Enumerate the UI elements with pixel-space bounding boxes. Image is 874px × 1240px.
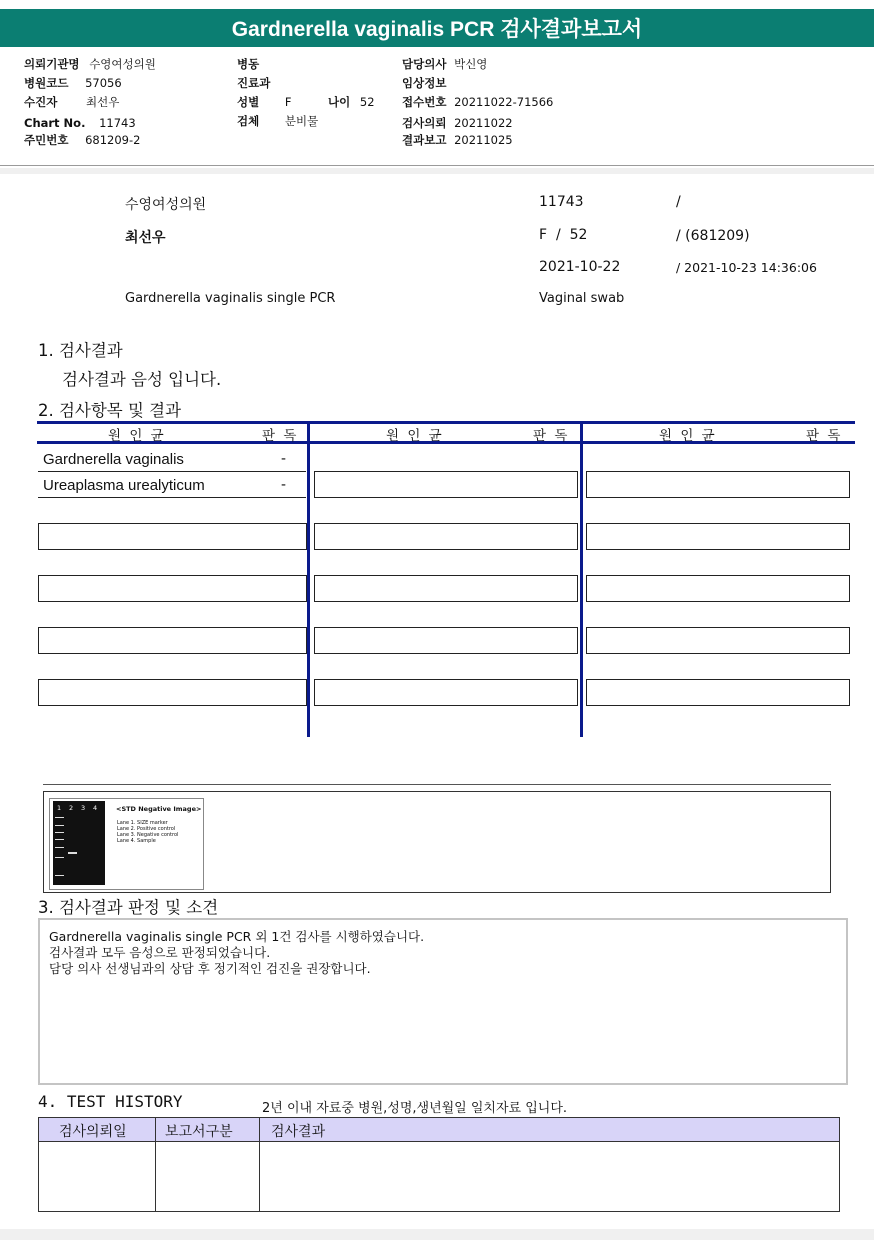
receipt-row bbox=[402, 95, 553, 109]
history-divider-1 bbox=[155, 1118, 156, 1211]
lane-1-label: 1 bbox=[57, 804, 62, 812]
marker-band bbox=[55, 832, 64, 833]
history-note: 2년 이내 자료중 병원,성명,생년월일 일치자료 입니다. bbox=[262, 1101, 568, 1116]
pi-chart: 11743 bbox=[539, 194, 584, 210]
empty-cell bbox=[38, 679, 307, 706]
lane-4-label: 4 bbox=[93, 804, 98, 812]
header-shadow bbox=[0, 168, 874, 174]
age-row bbox=[328, 95, 375, 109]
page-footer-strip bbox=[0, 1229, 874, 1240]
ward-row bbox=[237, 57, 259, 71]
empty-cell bbox=[586, 575, 850, 602]
marker-band bbox=[55, 857, 64, 858]
pi-slash: / bbox=[676, 194, 681, 210]
patient-label: 수진자 bbox=[24, 95, 58, 109]
doctor-value: 박신영 bbox=[454, 57, 488, 71]
row2-rule bbox=[38, 497, 306, 498]
history-table bbox=[38, 1117, 840, 1212]
findings-box bbox=[38, 918, 848, 1085]
dept-row bbox=[237, 76, 270, 90]
sex-row bbox=[237, 95, 292, 109]
col-judgement-2: 판 독 bbox=[533, 428, 570, 444]
gel-legend-title: <STD Negative Image> bbox=[116, 805, 202, 813]
row2-result: - bbox=[281, 476, 286, 493]
receipt-label: 접수번호 bbox=[402, 95, 447, 109]
patient-row bbox=[24, 95, 119, 109]
history-col-result: 검사결과 bbox=[271, 1124, 326, 1140]
col-organism-2: 원 인 균 bbox=[386, 428, 444, 444]
institution-label: 의뢰기관명 bbox=[24, 57, 80, 71]
report-title: Gardnerella vaginalis PCR 검사결과보고서 bbox=[0, 9, 874, 47]
report-label: 결과보고 bbox=[402, 133, 447, 147]
marker-band bbox=[55, 847, 64, 848]
lane-2-label: 2 bbox=[69, 804, 74, 812]
gel-panel bbox=[49, 798, 204, 890]
table-divider-1 bbox=[307, 421, 310, 737]
history-col-type: 보고서구분 bbox=[165, 1124, 233, 1140]
col-organism-1: 원 인 균 bbox=[108, 428, 166, 444]
finding-line-3: 담당 의사 선생님과의 상담 후 정기적인 검진을 권장합니다. bbox=[49, 961, 371, 976]
table-divider-2 bbox=[580, 421, 583, 737]
marker-band bbox=[55, 839, 64, 840]
col-organism-3: 원 인 균 bbox=[659, 428, 717, 444]
positive-band bbox=[68, 852, 77, 854]
hospital-code-row bbox=[24, 76, 122, 90]
specimen-row bbox=[237, 114, 318, 128]
section2-heading: 2. 검사항목 및 결과 bbox=[38, 401, 182, 420]
empty-cell bbox=[314, 471, 578, 498]
pi-birth: / (681209) bbox=[676, 228, 750, 244]
finding-line-1: Gardnerella vaginalis single PCR 외 1건 검사를 시행하였습니다. bbox=[49, 929, 425, 944]
ward-label: 병동 bbox=[237, 57, 260, 71]
empty-cell bbox=[586, 471, 850, 498]
empty-cell bbox=[38, 523, 307, 550]
header-divider bbox=[0, 165, 874, 166]
age-value: 52 bbox=[359, 95, 375, 109]
pi-specimen: Vaginal swab bbox=[539, 291, 625, 306]
pi-test-name: Gardnerella vaginalis single PCR bbox=[125, 291, 336, 306]
col-judgement-3: 판 독 bbox=[806, 428, 843, 444]
pi-institution: 수영여성의원 bbox=[125, 197, 207, 213]
gel-legend bbox=[117, 820, 178, 844]
age-label: 나이 bbox=[328, 95, 351, 109]
institution-value: 수영여성의원 bbox=[89, 57, 156, 71]
row1-rule bbox=[38, 471, 306, 472]
sex-label: 성별 bbox=[237, 95, 260, 109]
legend-lane-3: Lane 3. Negative control bbox=[117, 832, 179, 838]
finding-line-2: 검사결과 모두 음성으로 판정되었습니다. bbox=[49, 945, 271, 960]
dept-label: 진료과 bbox=[237, 76, 271, 90]
request-value: 20211022 bbox=[454, 116, 513, 130]
institution-row bbox=[24, 57, 156, 71]
chart-row bbox=[24, 116, 136, 130]
col-judgement-1: 판 독 bbox=[262, 428, 299, 444]
empty-cell bbox=[38, 627, 307, 654]
empty-cell bbox=[586, 627, 850, 654]
doctor-row bbox=[402, 57, 487, 71]
hospital-code-value: 57056 bbox=[85, 76, 122, 90]
row1-result: - bbox=[281, 450, 286, 467]
empty-cell bbox=[314, 575, 578, 602]
doctor-label: 담당의사 bbox=[402, 57, 447, 71]
chart-label: Chart No. bbox=[24, 116, 86, 130]
report-value: 20211025 bbox=[454, 133, 513, 147]
hospital-code-label: 병원코드 bbox=[24, 76, 69, 90]
empty-cell bbox=[314, 627, 578, 654]
section3-heading: 3. 검사결과 판정 및 소견 bbox=[38, 898, 219, 917]
empty-cell bbox=[314, 679, 578, 706]
section4-heading: 4. TEST HISTORY bbox=[38, 1092, 183, 1111]
empty-cell bbox=[38, 575, 307, 602]
marker-band bbox=[55, 825, 64, 826]
pi-name: 최선우 bbox=[125, 230, 166, 246]
pi-report-datetime: / 2021-10-23 14:36:06 bbox=[676, 260, 817, 275]
marker-band bbox=[55, 817, 64, 818]
history-header bbox=[39, 1118, 839, 1142]
request-row bbox=[402, 116, 513, 130]
pi-request-date: 2021-10-22 bbox=[539, 259, 621, 275]
marker-band bbox=[55, 875, 64, 876]
legend-lane-4: Lane 4. Sample bbox=[117, 838, 156, 844]
resident-value: 681209-2 bbox=[85, 133, 141, 147]
empty-cell bbox=[586, 679, 850, 706]
legend-lane-1: Lane 1. SIZE marker bbox=[117, 820, 168, 826]
patient-value: 최선우 bbox=[85, 95, 120, 109]
findings-text bbox=[49, 929, 424, 977]
empty-cell bbox=[314, 523, 578, 550]
request-label: 검사의뢰 bbox=[402, 116, 447, 130]
chart-value: 11743 bbox=[99, 116, 136, 130]
clinical-row bbox=[402, 76, 446, 90]
history-col-request: 검사의뢰일 bbox=[59, 1124, 127, 1140]
specimen-value: 분비물 bbox=[284, 114, 319, 128]
specimen-label: 검체 bbox=[237, 114, 260, 128]
receipt-value: 20211022-71566 bbox=[454, 95, 554, 109]
resident-label: 주민번호 bbox=[24, 133, 69, 147]
row2-organism: Ureaplasma urealyticum bbox=[43, 477, 205, 494]
clinical-label: 임상정보 bbox=[402, 76, 447, 90]
pi-sex-age: F / 52 bbox=[539, 227, 588, 243]
sex-value: F bbox=[284, 95, 292, 109]
legend-lane-2: Lane 2. Positive control bbox=[117, 826, 176, 832]
history-divider-2 bbox=[259, 1118, 260, 1211]
section1-text: 검사결과 음성 입니다. bbox=[62, 370, 222, 389]
row1-organism: Gardnerella vaginalis bbox=[43, 451, 184, 468]
report-row bbox=[402, 133, 513, 147]
section1-heading: 1. 검사결과 bbox=[38, 341, 123, 360]
lane-3-label: 3 bbox=[81, 804, 86, 812]
gel-top-rule bbox=[43, 784, 831, 785]
resident-row bbox=[24, 133, 140, 147]
gel-image bbox=[53, 801, 105, 885]
empty-cell bbox=[586, 523, 850, 550]
